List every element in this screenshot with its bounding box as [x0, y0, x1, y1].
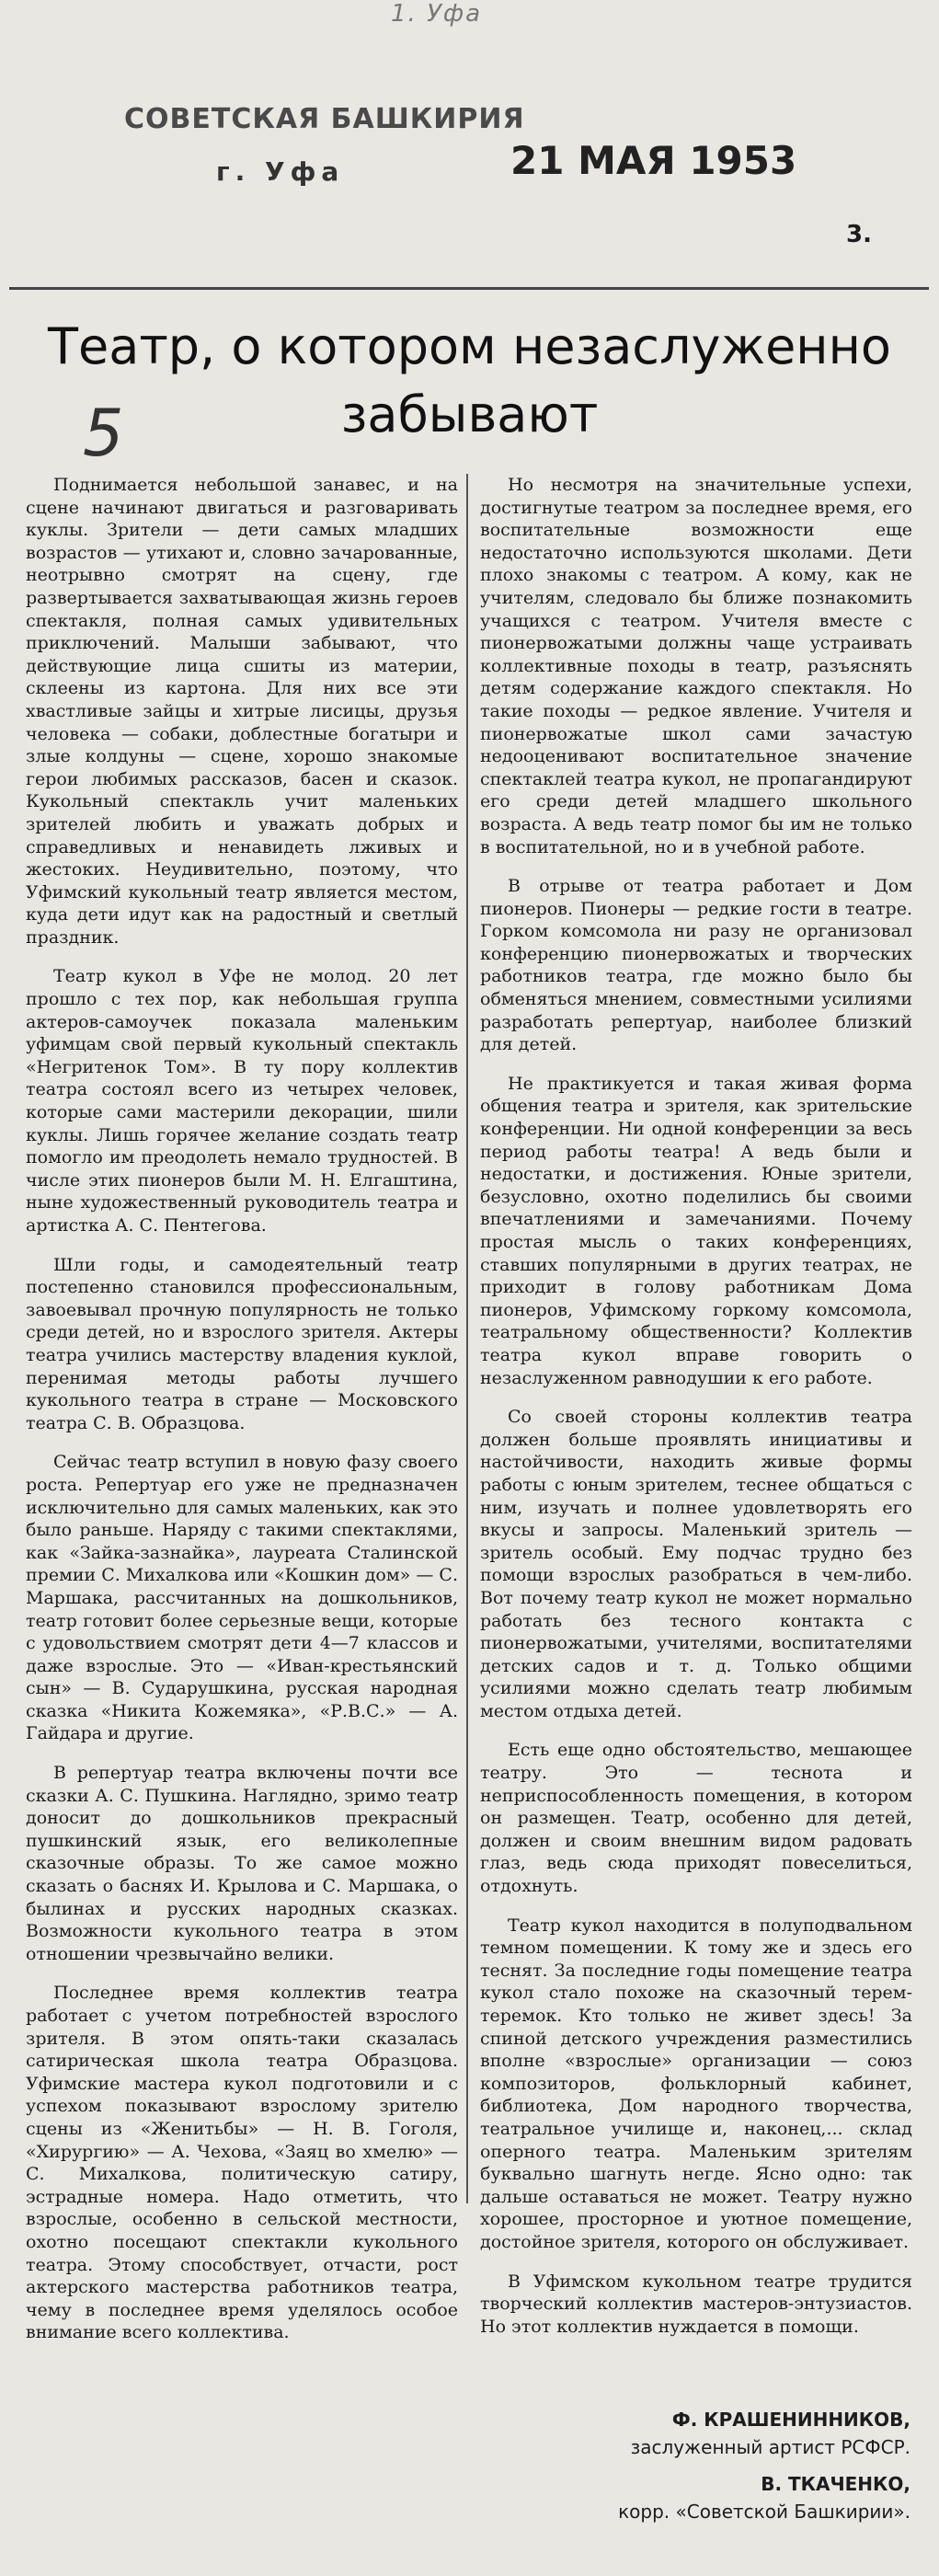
newspaper-title: СОВЕТСКАЯ БАШКИРИЯ [124, 103, 525, 135]
paragraph: Со своей стороны коллектив театра должен больше проявлять инициативы и настойчивости, находить живые формы работы с юным зрителем, теснее общаться с ним, изучать и полнее удовлетворять его вкусы и запросы. Маленький зритель — зритель особый. Ему подчас трудно без помощи взрослых разобраться в чем-либо. Вот почему театр кукол не может нормально работать без тесного контакта с пионервожатыми, учителями, воспитателями детских садов и т. д. Только общими усилиями можно сделать театр любимым местом отдыха детей. [480, 1407, 912, 1721]
column-divider [466, 474, 468, 2203]
paragraph: Не практикуется и такая живая форма общения театра и зрителя, как зрительские конференции. Ни одной конференции за весь период работы театра! А ведь были и недостатки, и достижения. Юные зрители, безусловно, охотно поделились бы своими впечатлениями и замечаниями. Почему простая мысль о таких конференциях, ставших популярными в других театрах, не приходит в голову работникам Дома пионеров, Уфимскому горкому комсомола, театральному общественности? Коллектив театра кукол вправе говорить о незаслуженном равнодушии к его работе. [480, 1073, 912, 1388]
signature-role-1: заслуженный артист РСФСР. [630, 2436, 910, 2458]
paragraph: Шли годы, и самодеятельный театр постепенно становился профессиональным, завоевывал прочную популярность не только среди детей, но и взрослого зрителя. Актеры театра учились мастерству владения куклой, перенимая методы работы лучшего кукольного театра в стране — Московского театра С. В. Образцова. [26, 1254, 458, 1433]
article-column-left [26, 474, 458, 2516]
page-number: 3. [846, 221, 872, 248]
signature-role-2: корр. «Советской Башкирии». [618, 2501, 910, 2523]
signature-name-1: Ф. КРАШЕНИННИКОВ, [671, 2409, 910, 2431]
signature-name-2: В. ТКАЧЕНКО, [761, 2473, 910, 2495]
paragraph: Последнее время коллектив театра работает с учетом потребностей взрослого зрителя. В этом опять-таки сказалась сатирическая школа театра Образцова. Уфимские мастера кукол подготовили и с успехом показывают взрослому зрителю сцены из «Женитьбы» — Н. В. Гоголя, «Хирургию» — А. Чехова, «Заяц во хмелю» — С. Михалкова, политическую сатиру, эстрадные номера. Надо отметить, что взрослые, особенно в сельской местности, охотно посещают спектакли кукольного театра. Этому способствует, отчасти, рост актерского мастерства работников театра, чему в последнее время уделялось особое внимание всего коллектива. [26, 1983, 458, 2343]
paragraph: Поднимается небольшой занавес, и на сцене начинают двигаться и разговаривать куклы. Зрители — дети самых младших возрастов — утихают и, словно зачарованные, неотрывно смотрят на сцену, где развертывается захватывающая жизнь героев спектакля, полная самых удивительных приключений. Малыши забывают, что действующие лица сшиты из материи, склеены из картона. Для них все эти хвастливые зайцы и хитрые лисицы, друзья человека — собаки, доблестные богатыри и злые колдуны — сцене, хорошо знакомые герои любимых рассказов, басен и сказок. Кукольный спектакль учит маленьких зрителей любить и уважать добрых и справедливых и ненавидеть лживых и жестоких. Неудивительно, поэтому, что Уфимский кукольный театр является местом, куда дети идут как на радостный и светлый праздник. [26, 475, 458, 948]
paragraph: Театр кукол в Уфе не молод. 20 лет прошло с тех пор, как небольшая группа актеров-самоучек показала маленьким уфимцам свой первый кукольный спектакль «Негритенок Том». В ту пору коллектив театра состоял всего из четырех человек, которые сами мастерили декорации, шили куклы. Лишь горячее желание создать театр помогло им преодолеть немало трудностей. В числе этих пионеров были М. Н. Елгаштина, ныне художественный руководитель театра и артистка А. С. Пентегова. [26, 966, 458, 1236]
paragraph: Сейчас театр вступил в новую фазу своего роста. Репертуар его уже не предназначен исключительно для самых маленьких, как это было раньше. Наряду с такими спектаклями, как «Зайка-зазнайка», лауреата Сталинской премии С. Михалкова или «Кошкин дом» — С. Маршака, рассчитанных на дошкольников, театр готовит более серьезные вещи, которые с удовольствием смотрят дети 4—7 классов и даже взрослые. Это — «Иван-крестьянский сын» — В. Сударушкина, русская народная сказка «Никита Кожемяка», «Р.В.С.» — А. Гайдара и другие. [26, 1452, 458, 1744]
paragraph: В отрыве от театра работает и Дом пионеров. Пионеры — редкие гости в театре. Горком комсомола ни разу не организовал конференцию пионервожатых и творческих работников театра, где можно было бы обменяться мнением, совместными усилиями разработать репертуар, наиболее близкий для детей. [480, 876, 912, 1055]
paragraph: В репертуар театра включены почти все сказки А. С. Пушкина. Наглядно, зримо театр доносит до дошкольников прекрасный пушкинский язык, его великолепные сказочные образы. То же самое можно сказать о баснях И. Крылова и С. Маршака, о былинах и русских народных сказках. Возможности кукольного театра в этом отношении чрезвычайно велики. [26, 1763, 458, 1964]
paragraph: Но несмотря на значительные успехи, достигнутые театром за последнее время, его воспитательные возможности еще недостаточно используются школами. Дети плохо знакомы с театром. А кому, как не учителям, следовало бы ближе познакомить учащихся с театром. Учителя вместе с пионервожатыми должны чаще устраивать коллективные походы в театр, разъяснять детям содержание каждого спектакля. Но такие походы — редкое явление. Учителя и пионервожатые школ сами зачастую недооценивают воспитательное значение спектаклей театра кукол, не пропагандируют его среди детей младшего школьного возраста. А ведь театр помог бы им не только в воспитательной, но и в учебной работе. [480, 475, 912, 857]
article-headline [0, 313, 939, 449]
headline-line-2: забывают [340, 385, 599, 443]
pencil-mark: 5 [83, 396, 124, 471]
article-column-right [480, 474, 912, 2516]
handwritten-annotation: 1. Уфа [391, 0, 483, 28]
paragraph: Театр кукол находится в полуподвальном темном помещении. К тому же и здесь его теснят. За последние годы помещение театра кукол стало похоже на сказочный терем-теремок. Кто только не живет здесь! За спиной детского учреждения разместились вполне «взрослые» организации — союз композиторов, фольклорный кабинет, библиотека, Дом народного творчества, театральное училище и, наконец,... склад оперного театра. Маленьким зрителям буквально шагнуть негде. Ясно одно: так дальше оставаться не может. Театру нужно хорошее, просторное и уютное помещение, достойное зрителя, которого он обслуживает. [480, 1915, 912, 2252]
top-rule [9, 287, 929, 290]
headline-line-1: Театр, о котором незаслуженно [48, 317, 891, 375]
date-stamp: 21 МАЯ 1953 [510, 138, 797, 183]
paragraph: В Уфимском кукольном театре трудится творческий коллектив мастеров-энтузиастов. Но этот коллектив нуждается в помощи. [480, 2271, 912, 2337]
paragraph: Есть еще одно обстоятельство, мешающее театру. Это — теснота и неприспособленность помещения, в котором он размещен. Театр, особенно для детей, должен и своим внешним видом радовать глаз, ведь сюда приходят повеселиться, отдохнуть. [480, 1740, 912, 1897]
city-line: г. Уфа [216, 156, 345, 187]
